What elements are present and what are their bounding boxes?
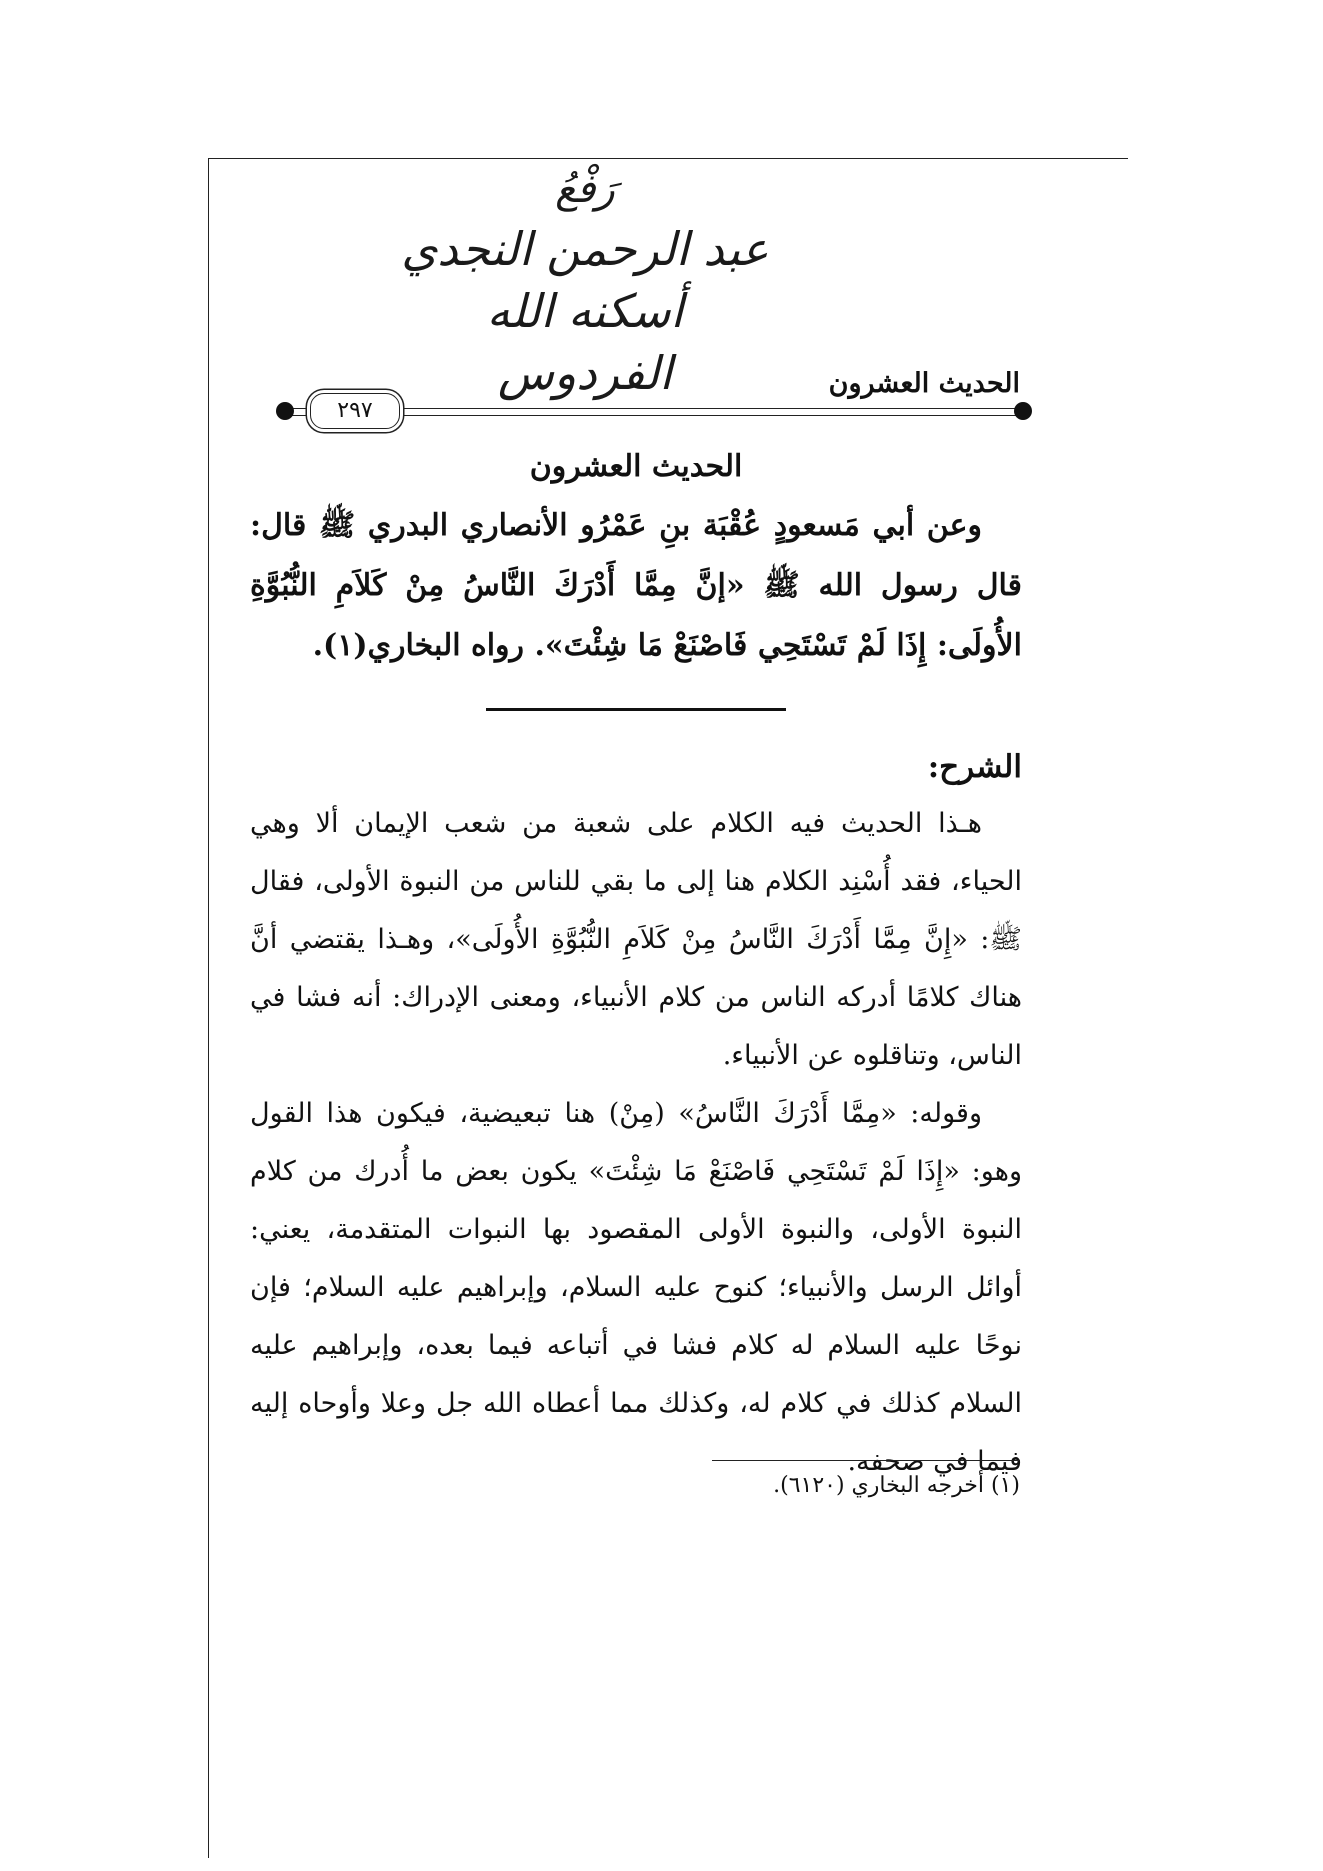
sharh-paragraph-1: هـذا الحديث فيه الكلام على شعبة من شعب الإيمان ألا وهي الحياء، فقد أُسْنِد الكلام هنا إلى ما بقي للناس من النبوة الأولى، فقال ﷺ: «إِنَّ مِمَّا أَدْرَكَ النَّاسُ مِنْ كَلاَمِ النُّبُوَّةِ الأُولَى»، وهـذا يقتضي أنَّ هناك كلامًا أدركه الناس من كلام الأنبياء، ومعنى الإدراك: أنه فشا في الناس، وتناقلوه عن الأنبياء. (250, 808, 1022, 1071)
page-frame-left (208, 158, 209, 1858)
sharh-title: الشرح: (927, 749, 1022, 785)
separator-rule (486, 708, 786, 711)
hadith-text: وعن أبي مَسعودٍ عُقْبَة بنِ عَمْرُو الأنصاري البدري ﷺ قال: قال رسول الله ﷺ «إنَّ مِمَّا أَدْرَكَ النَّاسُ مِنْ كَلاَمِ النُّبُوَّةِ الأُولَى: إِذَا لَمْ تَسْتَحِي فَاصْنَعْ مَا شِئْتَ». رواه البخاري(١). (250, 508, 1022, 663)
page-number: ٢٩٧ (310, 393, 400, 429)
page-frame-top (208, 158, 1128, 159)
handwritten-stamp (395, 160, 775, 400)
stamp-line-3: أسكنه الله الفردوس (486, 284, 684, 400)
footnote: (١) أخرجه البخاري (٦١٢٠). (773, 1473, 1020, 1498)
footnote-rule (712, 1460, 1020, 1461)
stamp-line-2: عبد الرحمن النجدي (401, 222, 769, 276)
running-title: الحديث العشرون (828, 368, 1020, 399)
header-ornament-left (276, 402, 294, 420)
header-ornament-right (1014, 402, 1032, 420)
stamp-line-1: رَفْعُ (555, 166, 615, 212)
sharh-paragraph-2: وقوله: «مِمَّا أَدْرَكَ النَّاسُ» (مِنْ) هنا تبعيضية، فيكون هذا القول وهو: «إِذَا لَمْ تَسْتَحِي فَاصْنَعْ مَا شِئْتَ» يكون بعض ما أُدرك من كلام النبوة الأولى، والنبوة الأولى المقصود بها النبوات المتقدمة، يعني: أوائل الرسل والأنبياء؛ كنوح عليه السلام، وإبراهيم عليه السلام؛ فإن نوحًا عليه السلام له كلام فشا في أتباعه فيما بعده، وإبراهيم عليه السلام كذلك في كلام له، وكذلك مما أعطاه الله جل وعلا وأوحاه إليه فيما في صحفه. (250, 1098, 1022, 1477)
main-content (250, 438, 1022, 1491)
hadith-title: الحديث العشرون (529, 449, 743, 484)
